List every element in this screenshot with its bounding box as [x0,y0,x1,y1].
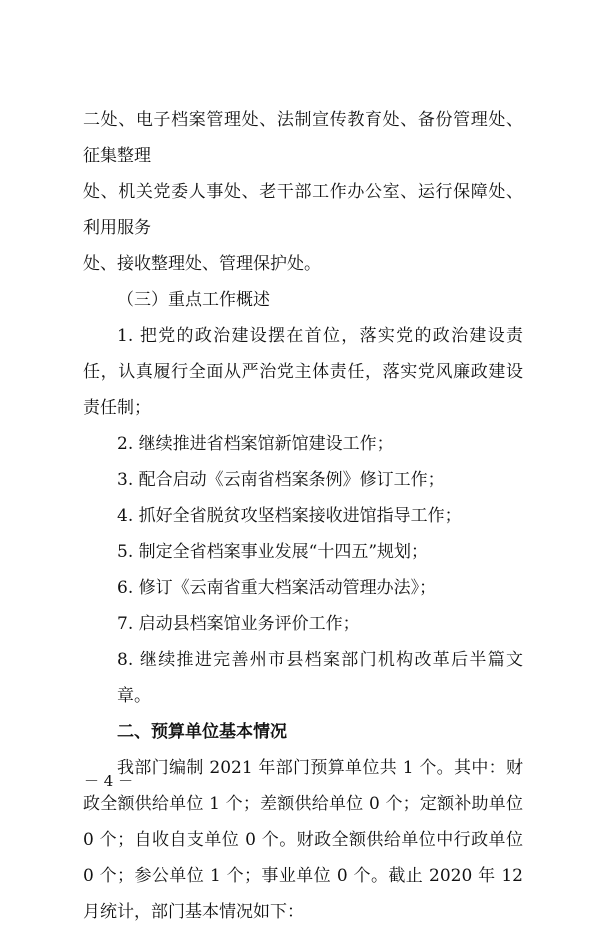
task-item-7: 7. 启动县档案馆业务评价工作； [117,614,360,634]
section-3-heading: （三）重点工作概述 [117,290,270,310]
task-item-6: 6. 修订《云南省重大档案活动管理办法》； [117,578,437,598]
section-2-heading: 二、预算单位基本情况 [117,722,287,742]
task-item-5: 5. 制定全省档案事业发展“十四五”规划； [117,542,429,562]
task-item-8: 8. 继续推进完善州市县档案部门机构改革后半篇文章。 [117,650,523,706]
task-item-4: 4. 抓好全省脱贫攻坚档案接收进馆指导工作； [117,506,462,526]
task-item-3: 3. 配合启动《云南省档案条例》修订工作； [117,470,445,490]
intro-line-2: 处、机关党委人事处、老干部工作办公室、运行保障处、利用服务 [83,182,523,238]
intro-line-3: 处、接收整理处、管理保护处。 [83,254,321,274]
task-item-1: 1. 把党的政治建设摆在首位，落实党的政治建设责任，认真履行全面从严治党主体责任，落实党风廉政建设责任制； [83,326,523,418]
section-2-paragraph: 我部门编制 2021 年部门预算单位共 1 个。其中：财政全额供给单位 1 个；差额供给单位 0 个；定额补助单位 0 个；自收自支单位 0 个。财政全额供给单位中行政单位 0 个；参公单位 1 个；事业单位 0 个。截止 2020 年 12 月统计，部门基本情况如下： [83,758,523,922]
task-item-2: 2. 继续推进省档案馆新馆建设工作； [117,434,394,454]
intro-line-1: 二处、电子档案管理处、法制宣传教育处、备份管理处、征集整理 [83,110,523,166]
page-number: － 4 － [84,772,134,790]
document-body [83,102,523,930]
